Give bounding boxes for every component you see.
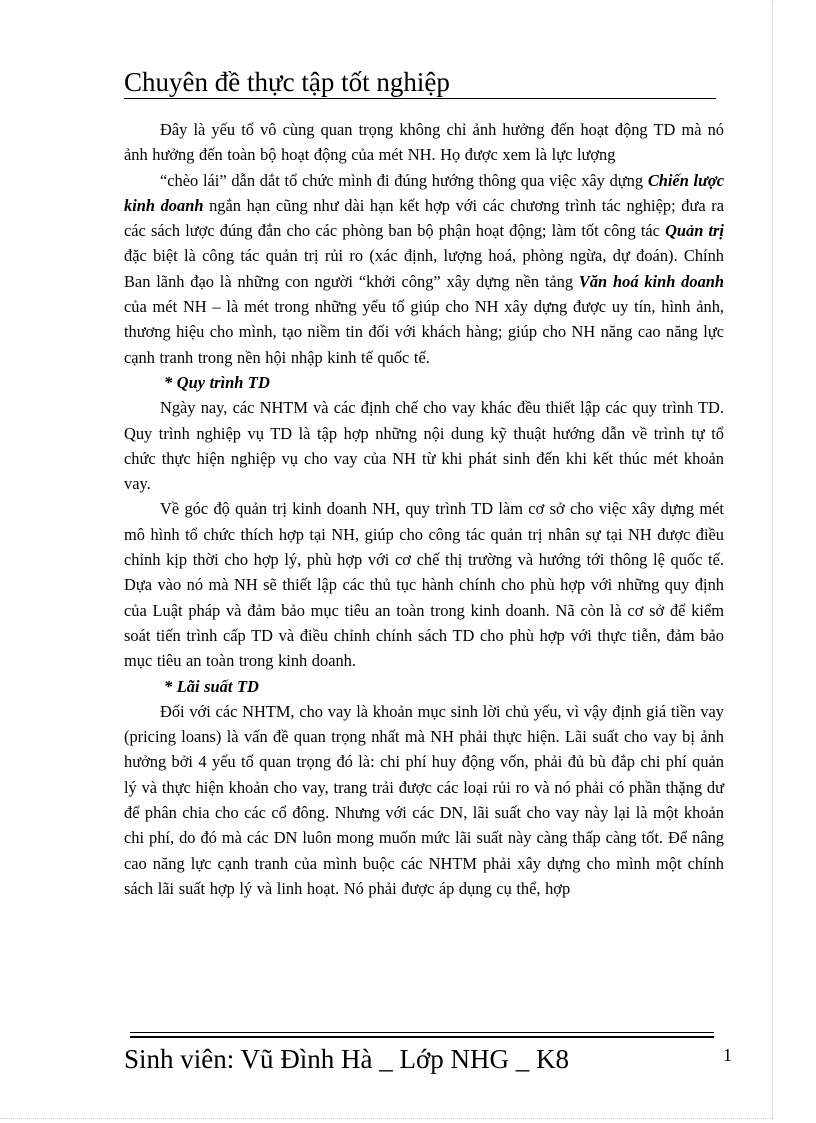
paragraph-2-text-g: của mét NH – là mét trong những yếu tố giúp cho NH xây dựng được uy tín, hình ảnh, thương hiệu cho mình, tạo niềm tin đối với khách hàng; giúp cho NH năng cao năng lực cạnh tranh trong nền hội nhập kinh tế quốc tế. [124,297,724,367]
paragraph-3: Ngày nay, các NHTM và các định chế cho vay khác đều thiết lập các quy trình TD. Quy trình nghiệp vụ TD là tập hợp những nội dung kỹ thuật hướng dẫn về trình tự tổ chức thực hiện nghiệp vụ cho vay của NH từ khi phát sinh đến khi kết thúc mét khoản vay. [124,398,724,494]
emphasis-business-strategy: Chiến lược kinh doanh [124,170,724,215]
paragraph-1: Đây là yếu tố vô cùng quan trọng không chỉ ảnh hưởng đến hoạt động TD mà nó ảnh hưởng đến toàn bộ hoạt động của mét NH. Họ được xem là lực lượng [124,120,724,165]
emphasis-management: Quản trị [665,221,724,241]
paragraph-2 [124,168,724,370]
emphasis-business-culture: Văn hoá kinh doanh [578,271,724,291]
footer-student-info: Sinh viên: Vũ Đình Hà _ Lớp NHG _ K8 [124,1044,570,1074]
page-edge-horizontal [0,1118,772,1119]
subheading-credit-process: * Quy trình TD [164,372,270,392]
page-edge-vertical [772,0,773,1120]
footer-rule-thick [130,1036,714,1038]
document-body [124,117,724,901]
page-header-title: Chuyên đề thực tập tốt nghiệp [124,67,450,97]
paragraph-2-text-a: “chèo lái” dẫn dắt tổ chức mình đi đúng hướng thông qua việc xây dựng [160,170,648,190]
page-number: 1 [723,1045,732,1065]
footer-rule-thin [130,1032,714,1033]
header-rule [124,98,716,99]
paragraph-2-text-e: đặc biệt là công tác quản trị rủi ro (xác định, lượng hoá, phòng ngừa, dự đoán). Chính Ban lãnh đạo là những con người “khởi công” xây dựng nền tảng [124,246,724,291]
paragraph-4: Về góc độ quản trị kinh doanh NH, quy trình TD làm cơ sở cho việc xây dựng mét mô hình tổ chức thích hợp tại NH, giúp cho công tác quản trị nhân sự tại NH được điều chỉnh kịp thời cho hợp lý, phù hợp với cơ chế thị trường và hướng tới thông lệ quốc tế. Dựa vào nó mà NH sẽ thiết lập các thủ tục hành chính cho phù hợp với những quy định của Luật pháp và đảm bảo mục tiêu an toàn trong kinh doanh. Nã còn là cơ sở để kiểm soát tiến trình cấp TD và điều chỉnh chính sách TD cho phù hợp với thực tiễn, đảm bảo mục tiêu an toàn trong kinh doanh. [124,499,724,671]
subheading-credit-interest: * Lãi suất TD [164,676,259,696]
paragraph-2-text-c: ngắn hạn cũng như dài hạn kết hợp với các chương trình tác nghiệp; đưa ra các sách lược đúng đắn cho các phòng ban bộ phận hoạt động; làm tốt công tác [124,195,724,241]
paragraph-5: Đối với các NHTM, cho vay là khoản mục sinh lời chủ yếu, vì vậy định giá tiền vay (pricing loans) là vấn đề quan trọng nhất mà NH phải thực hiện. Lãi suất cho vay bị ảnh hưởng bởi 4 yếu tố quan trọng đó là: chi phí huy động vốn, phải đủ bù đắp chi phí quản lý và thực hiện khoản cho vay, trang trải được các loại rủi ro và nó phải có phần thặng dư để phân chia cho các cổ đông. Nhưng với các DN, lãi suất cho vay này lại là một khoản chi phí, do đó mà các DN luôn mong muốn mức lãi suất này càng thấp càng tốt. Để nâng cao năng lực cạnh tranh của mình buộc các NHTM phải xây dựng cho mình một chính sách lãi suất hợp lý và linh hoạt. Nó phải được áp dụng cụ thể, hợp [124,701,724,898]
